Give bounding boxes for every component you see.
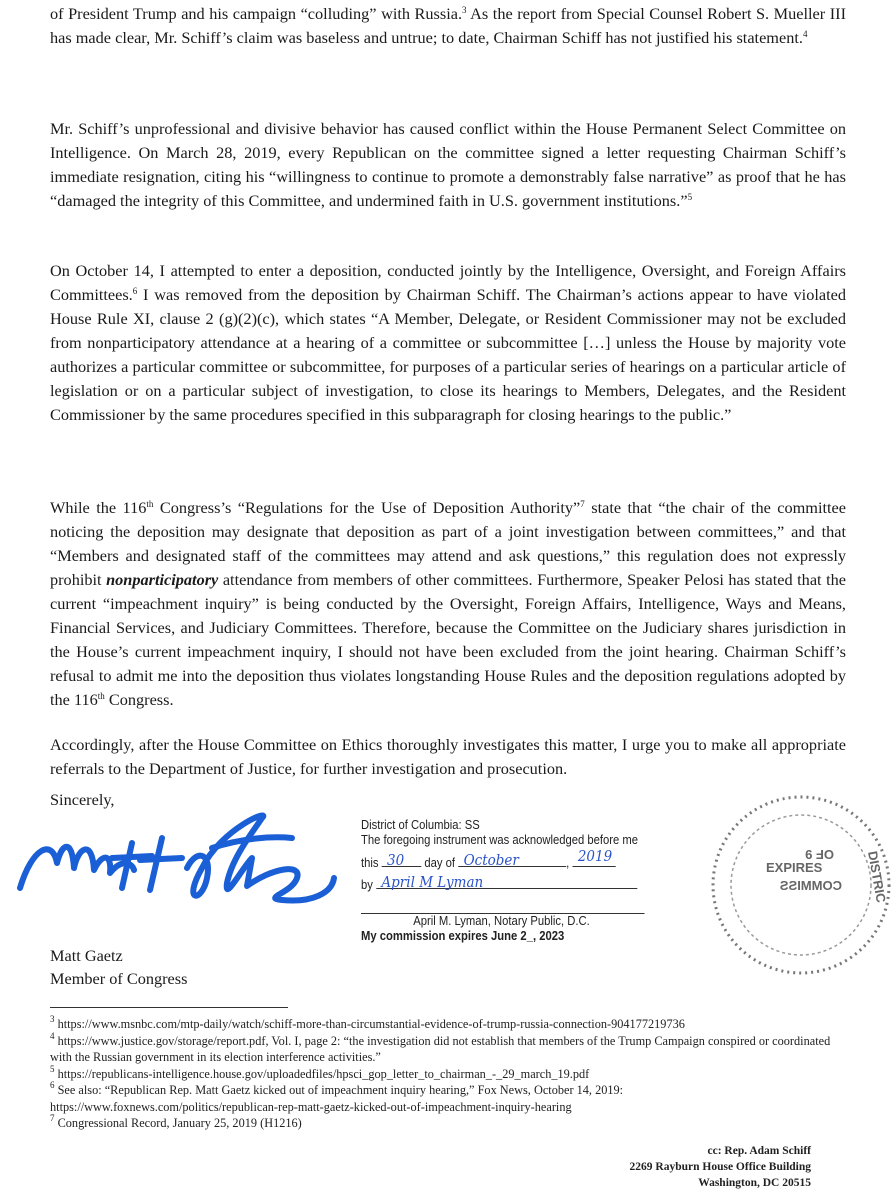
label: day of xyxy=(424,856,456,870)
text: Mr. Schiff’s unprofessional and divisive behavior has caused conflict within the House Permanent Select Committee on Intelligence. On March 28, 2019, every Republican on the committee signed a letter requesting Chairman Schiff’s immediate resignation, citing his “willingness to continue to promote a demonstrably false narrative” as proof that he has “damaged the integrity of this Committee, and undermined faith in U.S. government institutions.” xyxy=(50,119,846,210)
footnote xyxy=(50,1016,850,1033)
handwritten-signature xyxy=(12,808,342,918)
footnote xyxy=(50,1030,850,1066)
closing-salutation: Sincerely, xyxy=(50,790,115,809)
ordinal: th xyxy=(97,691,105,701)
notary-block: District of Columbia: SS The foregoing instrument was acknowledged before me this 30 day of October , 2019 by April M Lyman April M. Lyman, Notary Public, D.C. My commission expires June 2_, 2023 xyxy=(361,818,640,944)
paragraph-referral xyxy=(50,733,846,781)
footnote-text: See also: “Republican Rep. Matt Gaetz kicked out of impeachment inquiry hearing,” Fox News, October 14, 2019: https://www.foxnews.com/politics/republican-rep-matt-gaetz-kicked-out-of-impeachment-inquiry-hearing xyxy=(50,1083,624,1114)
signer-block xyxy=(50,944,187,990)
footnotes xyxy=(50,1016,850,1132)
footnote-ref: 5 xyxy=(687,192,693,202)
paragraph-deposition xyxy=(50,259,846,427)
text: of President Trump and his campaign “colluding” with Russia. xyxy=(50,4,463,23)
footnote-text: https://www.msnbc.com/mtp-daily/watch/schiff-more-than-circumstantial-evidence-of-trump-russia-connection-904177219736 xyxy=(54,1017,685,1031)
handwritten-year: 2019 xyxy=(577,847,613,865)
label: by xyxy=(361,878,373,892)
svg-text:OF 9: OF 9 xyxy=(805,847,834,862)
cc-address: 2269 Rayburn House Office Building xyxy=(629,1161,811,1173)
paragraph-conflict xyxy=(50,117,846,213)
text: While the 116 xyxy=(50,498,147,517)
footnote-ref: 7 xyxy=(580,499,585,509)
cc-block xyxy=(630,1143,811,1191)
footnote-number: 4 xyxy=(50,1030,55,1041)
notary-jurisdiction: District of Columbia: SS xyxy=(361,818,480,832)
svg-text:COMMISS: COMMISS xyxy=(779,878,842,893)
ordinal: th xyxy=(146,499,154,509)
signer-title: Member of Congress xyxy=(50,969,188,988)
notary-seal xyxy=(708,792,894,978)
footnote-ref: 6 xyxy=(132,286,138,296)
svg-text:EXPIRES: EXPIRES xyxy=(766,860,823,875)
notary-statement: The foregoing instrument was acknowledged before me xyxy=(361,833,639,847)
cc-recipient: cc: Rep. Adam Schiff xyxy=(707,1145,811,1157)
text: As the report from Special Counsel Robert S. Mueller III has made clear, Mr. Schiff’s claim was baseless and untrue; to date, Chairman Schiff has not justified his statement. xyxy=(50,4,846,47)
paragraph-regulations xyxy=(50,496,846,712)
svg-text:DISTRIC: DISTRIC xyxy=(865,849,889,904)
handwritten-month: October xyxy=(463,851,519,869)
handwritten-notary-name: April M Lyman xyxy=(381,873,484,891)
footnote xyxy=(50,1063,850,1083)
text: attendance from members of other committees. Furthermore, Speaker Pelosi has stated that the current “impeachment inquiry” is being conducted by the Oversight, Foreign Affairs, Intelligence, Ways and Means, Financial Services, and Judiciary Committees. Therefore, because the Committee on the Judiciary shares jurisdiction in the House’s current impeachment inquiry, I should not have been excluded from the joint hearing. Chairman Schiff’s refusal to admit me into the deposition thus violates longstanding House Rules and the deposition regulations adopted by the 116 xyxy=(50,570,846,709)
footnote-text: Congressional Record, January 25, 2019 (H1216) xyxy=(54,1116,302,1130)
footnote-divider xyxy=(50,1007,288,1008)
footnote-text: https://republicans-intelligence.house.gov/uploadedfiles/hpsci_gop_letter_to_chairman_-_29_march_19.pdf xyxy=(54,1066,590,1081)
footnote-number: 6 xyxy=(50,1080,55,1090)
footnote xyxy=(50,1115,850,1132)
footnote-ref: 3 xyxy=(462,5,467,15)
label: this xyxy=(361,856,379,870)
signer-name: Matt Gaetz xyxy=(50,946,123,965)
footnote-number: 3 xyxy=(50,1014,55,1024)
emphasis: nonparticipatory xyxy=(106,570,219,589)
text: Congress’s “Regulations for the Use of Deposition Authority” xyxy=(153,498,581,517)
text: On October 14, I attempted to enter a deposition, conducted jointly by the Intelligence, Oversight, and Foreign Affairs Committees. xyxy=(50,261,846,304)
text: I was removed from the deposition by Chairman Schiff. The Chairman’s actions appear to have violated House Rule XI, clause 2 (g)(2)(c), which states “A Member, Delegate, or Resident Commissioner may not be excluded from nonparticipatory attendance at a hearing of a committee or subcommittee […] unless the House by majority vote authorizes a particular committee or subcommittee, for purposes of a particular series of hearings on a particular article of legislation or on a particular subject of investigation, to close its hearings to Members, Delegates, and the Resident Commissioner by the same procedures specified in this subparagraph for closing hearings to the public.” xyxy=(50,285,846,424)
notary-name: April M. Lyman, Notary Public, D.C. xyxy=(413,914,590,928)
footnote-number: 5 xyxy=(50,1063,55,1074)
text: Accordingly, after the House Committee on Ethics thoroughly investigates this matter, I urge you to make all appropriate referrals to the Department of Justice, for further investigation and prosecution. xyxy=(50,735,846,778)
text: state that “the chair of the committee noticing the deposition may designate that deposition as part of a joint investigation between committees,” and that “Members and designated staff of the committees may attend and ask questions,” this regulation does not expressly prohibit xyxy=(50,498,846,589)
commission-expiry: My commission expires June 2_, 2023 xyxy=(361,929,565,943)
handwritten-day: 30 xyxy=(387,851,405,869)
footnote-text: https://www.justice.gov/storage/report.pdf, Vol. I, page 2: “the investigation did not establish that members of the Trump Campaign conspired or coordinated with the Russian government in its election interference activities.” xyxy=(50,1033,831,1064)
footnote-ref: 4 xyxy=(802,29,808,39)
text: Congress. xyxy=(104,690,174,709)
footnote-number: 7 xyxy=(50,1113,55,1123)
footnote xyxy=(50,1082,850,1115)
paragraph-collusion xyxy=(50,2,846,50)
cc-city: Washington, DC 20515 xyxy=(698,1177,811,1189)
